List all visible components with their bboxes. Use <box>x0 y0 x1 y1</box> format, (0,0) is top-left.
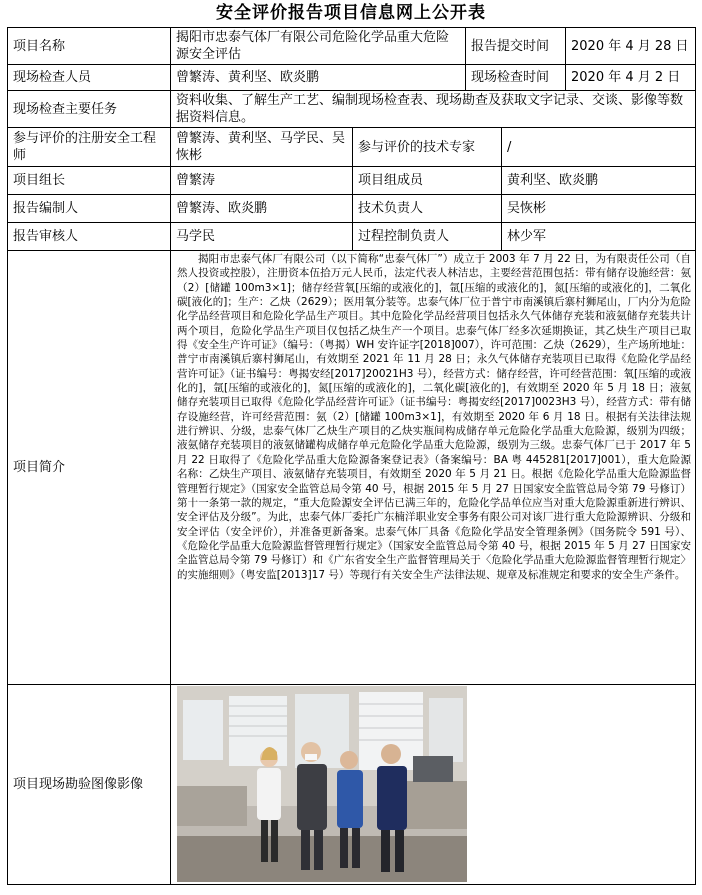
page-title: 安全评价报告项目信息网上公开表 <box>216 3 486 23</box>
label-technical-experts: 参与评价的技术专家 <box>352 127 502 167</box>
label-project-intro: 项目简介 <box>7 250 171 685</box>
label-process-control-lead: 过程控制负责人 <box>352 222 502 251</box>
label-report-compiler: 报告编制人 <box>7 194 171 223</box>
value-process-control-lead: 林少军 <box>501 222 696 251</box>
site-photo-image <box>177 686 467 882</box>
value-project-members: 黄利坚、欧炎鹏 <box>501 166 696 195</box>
value-site-inspection-time: 2020 年 4 月 2 日 <box>565 64 696 91</box>
value-registered-engineers: 曾繁涛、黄利坚、马学民、吴恢彬 <box>170 127 353 167</box>
label-project-members: 项目组成员 <box>352 166 502 195</box>
label-technical-lead: 技术负责人 <box>352 194 502 223</box>
value-technical-experts: / <box>501 127 696 167</box>
label-main-tasks: 现场检查主要任务 <box>7 90 171 128</box>
label-project-leader: 项目组长 <box>7 166 171 195</box>
value-project-leader: 曾繁涛 <box>170 166 353 195</box>
label-project-name: 项目名称 <box>7 27 171 65</box>
value-main-tasks: 资料收集、了解生产工艺、编制现场检查表、现场勘查及获取文字记录、交谈、影像等数据资料信息。 <box>170 90 696 128</box>
value-report-reviewer: 马学民 <box>170 222 353 251</box>
value-project-name: 揭阳市忠泰气体厂有限公司危险化学品重大危险源安全评估 <box>170 27 466 65</box>
site-inspection-photo <box>177 686 467 882</box>
label-report-reviewer: 报告审核人 <box>7 222 171 251</box>
label-registered-engineers: 参与评价的注册安全工程师 <box>7 127 171 167</box>
value-report-compiler: 曾繁涛、欧炎鹏 <box>170 194 353 223</box>
info-table <box>7 27 696 885</box>
value-technical-lead: 吴恢彬 <box>501 194 696 223</box>
label-site-inspection-time: 现场检查时间 <box>465 64 566 91</box>
label-site-inspectors: 现场检查人员 <box>7 64 171 91</box>
value-project-intro: 揭阳市忠泰气体厂有限公司（以下简称“忠泰气体厂”）成立于 2003 年 7 月 22 日，为有限责任公司（自然人投资或控股），注册资本伍拾万元人民币，法定代表人林洁忠，主要经营范围包括：带有储存设施经营：氨（2）[储罐 100m3×1]；储存经营氧[压缩的或液化的]，氩[压缩的或液化的]，氮[压缩的或液化的]，二氧化碳[液化的]；生产：乙炔（2629）；医用氧分装等。忠泰气体厂位于普宁市南溪镇后寨村狮尾山，厂内分为危险化学品经营项目和危险化学品生产项目。其中危险化学品经营项目包括永久气体储存充装和液氨储存充装共计两个项目，危险化学品生产项目仅包括乙炔生产一个项目。忠泰气体厂经多次延期换证，其乙炔生产项目已取得《安全生产许可证》（编号：（粤揭）WH 安许证字[2018]007），许可范围：乙炔（2629），生产场所地址：普宁市南溪镇后寨村狮尾山，有效期至 2021 年 11 月 28 日；永久气体储存充装项目已取得《危险化学品经营许可证》（证书编号：粤揭安经[2017]20021H3 号），经营方式：储存经营，许可经营范围：氧[压缩的或液化的]，氩[压缩的或液化的]，氮[压缩的或液化的]，二氧化碳[液化的]，有效期至 2020 年 5 月 18 日；液氨储存充装项目已取得《危险化学品经营许可证》（证书编号：粤揭安经[2017]0023H3 号），经营方式：带有储存设施经营，许可经营范围：氨（2）[储罐 100m3×1]，有效期至 2020 年 6 月 18 日。根据有关法律法规进行辨识、分级，忠泰气体厂乙炔生产项目的乙炔实瓶间构成储存单元危险化学品重大危险源，级别为四级；液氨储存充装项目的液氨储罐构成储存单元危险化学品重大危险源，级别为三级。忠泰气体厂已于 2017 年 5 月 22 日取得了《危险化学品重大危险源备案登记表》（备案编号：BA 粤 445281[2017]001），重大危险源名称：乙炔生产项目、液氨储存充装项目，有效期至 2020 年 5 月 21 日。根据《危险化学品重大危险源监督管理暂行规定》（国家安全监管总局令第 40 号，根据 2015 年 5 月 27 日国家安全监管总局令第 79 号修订）第十一条第一款的规定，“重大危险源安全评估已满三年的，危险化学品单位应当对重大危险源重新进行辨识、安全评估及分级”。为此，忠泰气体厂委托广东楠洋职业安全事务有限公司对该厂进行重大危险源辨识、分级和安全评估（安全评价），并准备更新备案。忠泰气体厂具备《危险化学品安全管理条例》（国务院令 591 号）、《危险化学品重大危险源监督管理暂行规定》（国家安全监管总局令第 40 号，根据 2015 年 5 月 27 日国家安全监管总局令第 79 号修订）和《广东省安全生产监督管理局关于〈危险化学品重大危险源监督管理暂行规定〉的实施细则》（粤安监[2013]17 号）等现行有关安全生产法律法规、规章及标准规定和要求的安全生产条件。 <box>170 250 696 685</box>
value-site-inspectors: 曾繁涛、黄利坚、欧炎鹏 <box>170 64 466 91</box>
label-report-submit-time: 报告提交时间 <box>465 27 566 65</box>
label-site-photo: 项目现场勘验图像影像 <box>7 684 171 885</box>
value-report-submit-time: 2020 年 4 月 28 日 <box>565 27 696 65</box>
